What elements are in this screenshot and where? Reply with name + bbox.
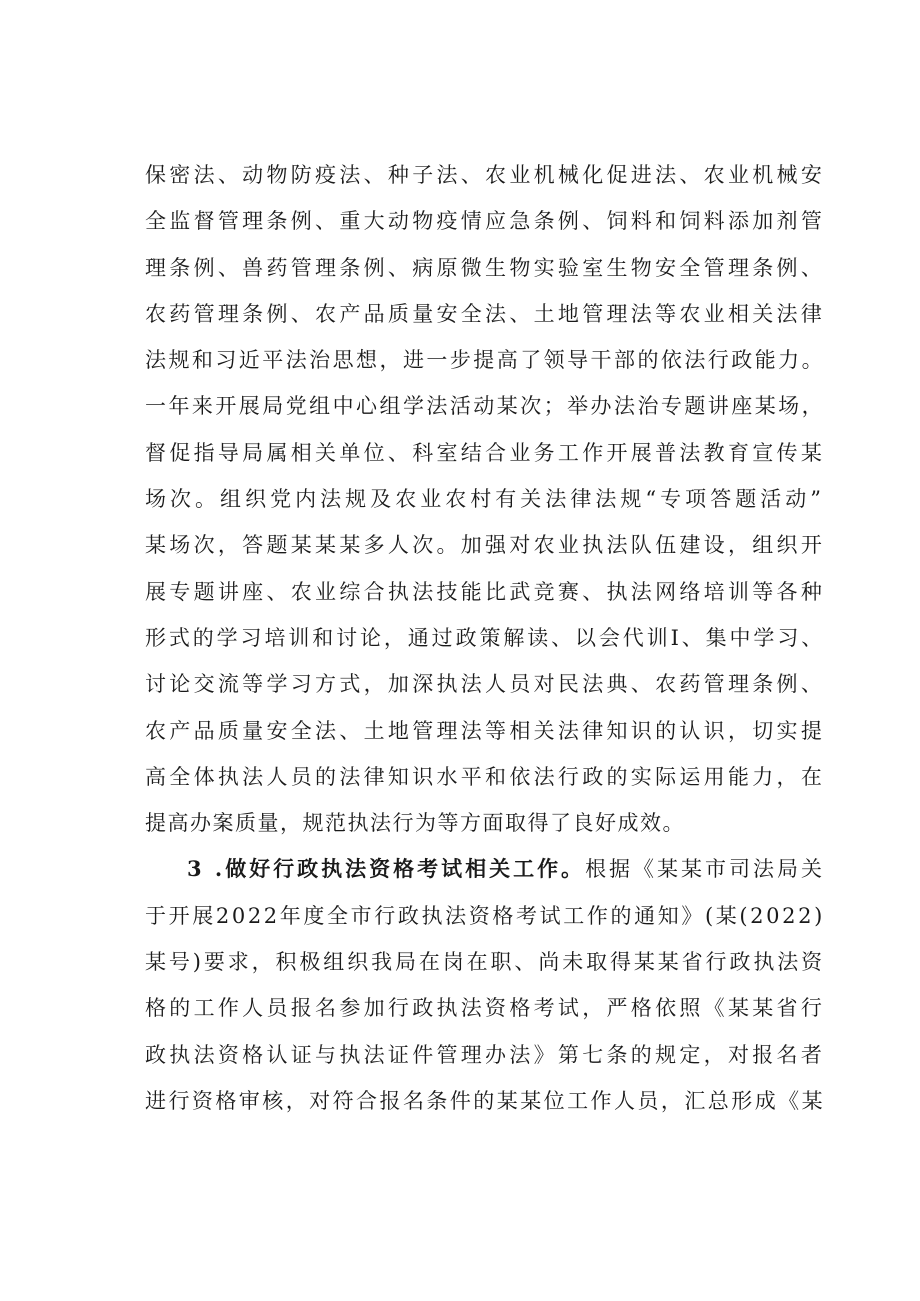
- text-line: 某号)要求，积极组织我局在岗在职、尚未取得某某省行政执法资: [145, 950, 826, 975]
- paragraph-first-line: [145, 846, 825, 892]
- text-line: 某场次，答题某某某多人次。加强对农业执法队伍建设，组织开: [145, 533, 826, 558]
- text-line: 场次。组织党内法规及农业农村有关法律法规“专项答题活动”: [145, 487, 826, 512]
- document-body: [145, 152, 825, 1124]
- text-line: 保密法、动物防疫法、种子法、农业机械化促进法、农业机械安: [145, 163, 826, 187]
- section-heading: 3 .做好行政执法资格考试相关工作。: [187, 856, 586, 882]
- text-line: 展专题讲座、农业综合执法技能比武竞赛、执法网络培训等各种: [145, 579, 826, 604]
- text-line: 高全体执法人员的法律知识水平和依法行政的实际运用能力，在: [145, 764, 826, 789]
- text-line: 农药管理条例、农产品质量安全法、土地管理法等农业相关法律: [145, 301, 826, 326]
- text-line: 形式的学习培训和讨论，通过政策解读、以会代训Ⅰ、集中学习、: [145, 625, 826, 650]
- text-line: 法规和习近平法治思想，进一步提高了领导干部的依法行政能力。: [145, 348, 826, 373]
- heading-followup-text: 根据《某某市司法局关: [585, 857, 825, 882]
- text-line: 理条例、兽药管理条例、病原微生物实验室生物安全管理条例、: [145, 255, 826, 280]
- text-line: 格的工作人员报名参加行政执法资格考试，严格依照《某某省行: [145, 996, 826, 1021]
- text-line: 进行资格审核，对符合报名条件的某某位工作人员，汇总形成《某: [145, 1088, 826, 1113]
- text-line: 一年来开展局党组中心组学法活动某次；举办法治专题讲座某场，: [145, 394, 826, 419]
- text-line: 提高办案质量，规范执法行为等方面取得了良好成效。: [145, 811, 685, 836]
- text-line: 督促指导局属相关单位、科室结合业务工作开展普法教育宣传某: [145, 440, 826, 465]
- text-line: 于开展2022年度全市行政执法资格考试工作的通知》(某(2022): [145, 903, 825, 928]
- text-line: 政执法资格认证与执法证件管理办法》第七条的规定，对报名者: [145, 1042, 826, 1067]
- text-line: 全监督管理条例、重大动物疫情应急条例、饲料和饲料添加剂管: [145, 209, 826, 234]
- text-line: 讨论交流等学习方式，加深执法人员对民法典、农药管理条例、: [145, 672, 826, 697]
- text-line: 农产品质量安全法、土地管理法等相关法律知识的认识，切实提: [145, 718, 826, 743]
